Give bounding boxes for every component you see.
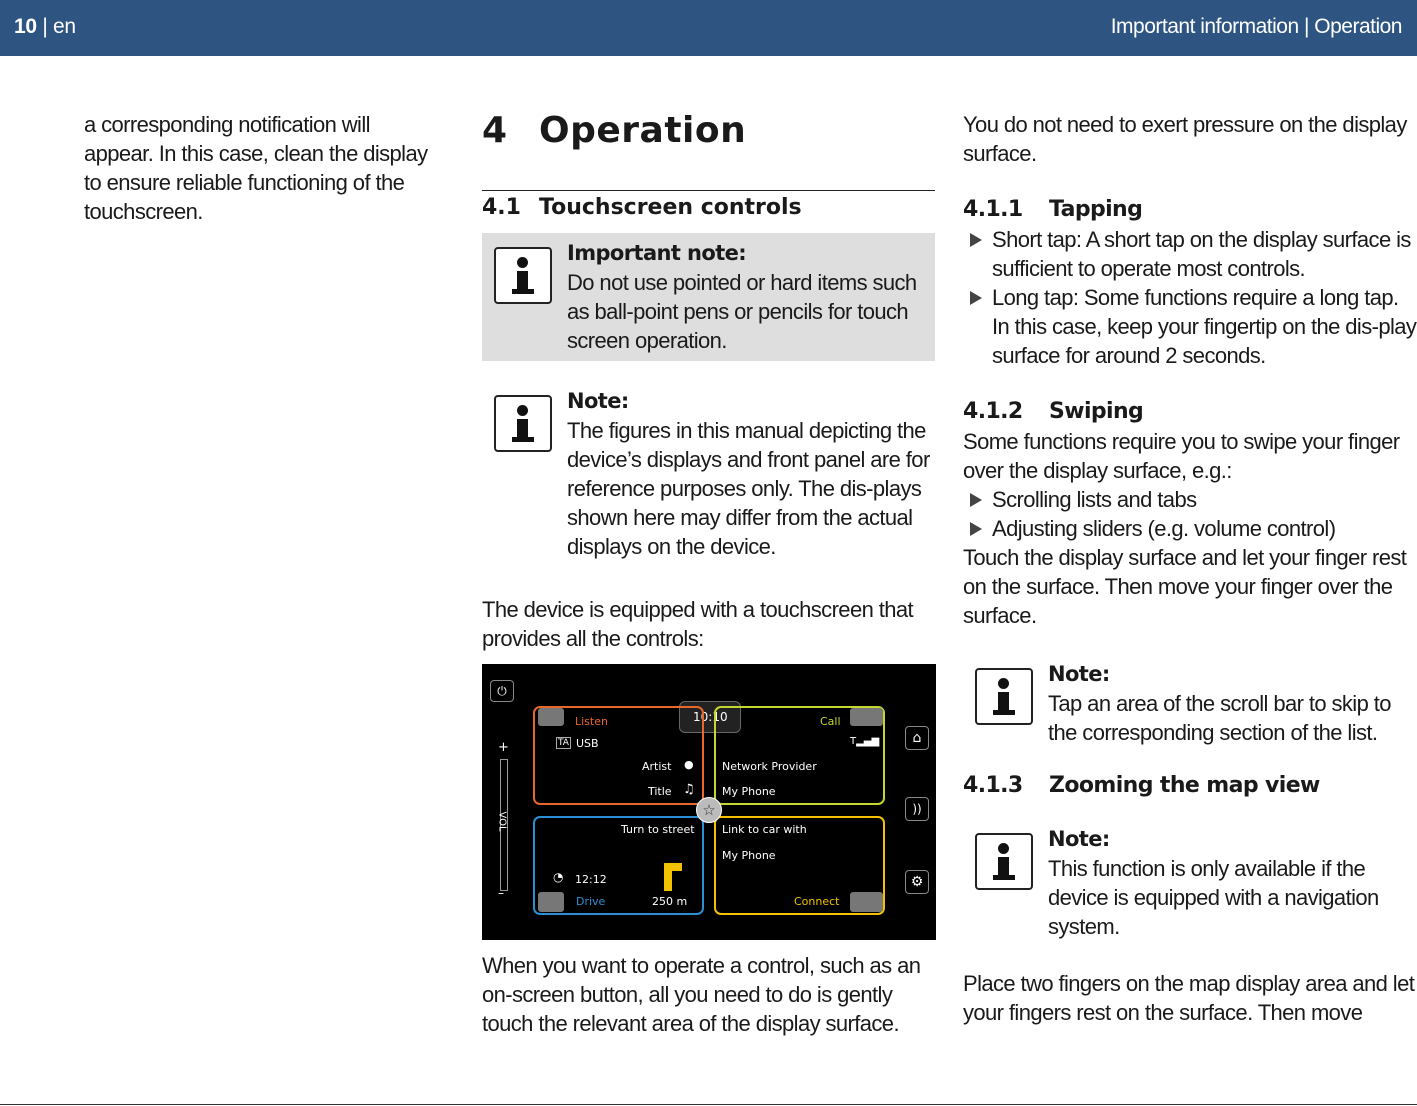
bullet-item: Short tap: A short tap on the display surface is sufficient to operate most controls. — [963, 225, 1417, 283]
call-label: Call — [820, 715, 841, 728]
bullet-item: Scrolling lists and tabs — [963, 485, 1417, 514]
note-title: Note: — [1048, 827, 1110, 851]
bullet-item: Long tap: Some functions require a long tap. In this case, keep your fingertip on the dis-play surface for around 2 seconds. — [963, 283, 1417, 370]
footer-rule — [0, 1104, 1417, 1105]
clock: 10:10 — [693, 710, 728, 724]
note-text: Do not use pointed or hard items such as ball-point pens or pencils for touch screen operation. — [567, 270, 917, 353]
nav-icon — [538, 892, 564, 912]
paragraph: You do not need to exert pressure on the display surface. — [963, 112, 1407, 166]
info-icon — [975, 668, 1033, 725]
my-phone-2: My Phone — [722, 849, 776, 862]
arrival-time: 12:12 — [575, 873, 607, 886]
info-icon — [494, 395, 552, 452]
turn-arrow-head — [672, 863, 682, 871]
page-number: 10 | en — [14, 15, 76, 38]
paragraph: a corresponding notification will appear. In this case, clean the display to ensure reliable functioning of the touchscreen. — [84, 112, 428, 224]
ta-badge: TA — [558, 738, 569, 748]
section-title: Important information | Operation — [1110, 15, 1402, 38]
signal-icon: T▂▄▆ — [850, 736, 880, 747]
paragraph: Place two fingers on the map display area and let your fingers rest on the surface. Then move — [963, 971, 1415, 1025]
section-heading: 4.1 Touchscreen controls — [482, 190, 935, 233]
network-provider: Network Provider — [722, 760, 817, 773]
chapter-heading: 4 Operation — [482, 110, 747, 151]
link-to-car: Link to car with — [722, 823, 807, 836]
turn-to-street: Turn to street — [621, 823, 695, 836]
subsection-heading: 4.1.3 Zooming the map view — [963, 773, 1320, 798]
note-text: This function is only available if the device is equipped with a navigation system. — [1048, 856, 1379, 939]
favorites-icon[interactable]: ☆ — [696, 797, 722, 823]
listen-label: Listen — [575, 715, 608, 728]
phone-icon — [850, 708, 883, 726]
my-phone: My Phone — [722, 785, 776, 798]
turn-arrow-icon — [664, 863, 672, 891]
subsection-heading: 4.1.2 Swiping — [963, 399, 1144, 424]
person-icon: ● — [684, 758, 694, 771]
paragraph: When you want to operate a control, such as an on-screen button, all you need to do is gently touch the relevant area of the display surface. — [482, 953, 921, 1036]
column-3 — [963, 110, 1417, 1027]
info-icon — [975, 833, 1033, 890]
artist-label: Artist — [642, 760, 672, 773]
voice-icon[interactable]: )) — [905, 797, 929, 821]
note-title: Important note: — [567, 241, 747, 265]
settings-icon[interactable]: ⚙ — [905, 870, 929, 894]
note — [963, 819, 1417, 947]
note-title: Note: — [567, 389, 629, 413]
note-text: The figures in this manual depicting the device’s displays and front panel are for reference purposes only. The dis-plays shown here may differ from the actual displays on the device. — [567, 418, 930, 559]
music-note-icon: ♫ — [683, 782, 695, 797]
column-1 — [84, 110, 444, 226]
note-text: Tap an area of the scroll bar to skip to the corresponding section of the list. — [1048, 691, 1391, 745]
note — [963, 654, 1417, 753]
important-note — [482, 233, 935, 361]
info-icon — [494, 247, 552, 304]
paragraph: Some functions require you to swipe your finger over the display surface, e.g.: — [963, 429, 1400, 483]
paragraph: The device is equipped with a touchscreen that provides all the controls: — [482, 597, 914, 651]
distance: 250 m — [652, 895, 688, 908]
paragraph: Touch the display surface and let your finger rest on the surface. Then move your finger over the surface. — [963, 545, 1407, 628]
usb-label: USB — [576, 737, 599, 750]
home-icon[interactable]: ⌂ — [905, 726, 929, 750]
volume-minus: – — [498, 886, 504, 900]
volume-label: VOL — [496, 811, 508, 832]
connect-label: Connect — [794, 895, 840, 908]
subsection-heading: 4.1.1 Tapping — [963, 197, 1143, 222]
connect-icon — [850, 892, 883, 912]
note — [482, 381, 935, 567]
page-header — [0, 0, 1417, 56]
column-2 — [482, 110, 935, 1038]
drive-label: Drive — [576, 895, 606, 908]
clock-icon: ◔ — [553, 870, 564, 884]
note-title: Note: — [1048, 662, 1110, 686]
title-label: Title — [648, 785, 672, 798]
volume-plus: + — [498, 740, 509, 755]
device-screen-figure — [482, 664, 936, 940]
radio-icon — [538, 708, 564, 726]
power-icon: ⏻ — [490, 680, 514, 702]
bullet-item: Adjusting sliders (e.g. volume control) — [963, 514, 1417, 543]
